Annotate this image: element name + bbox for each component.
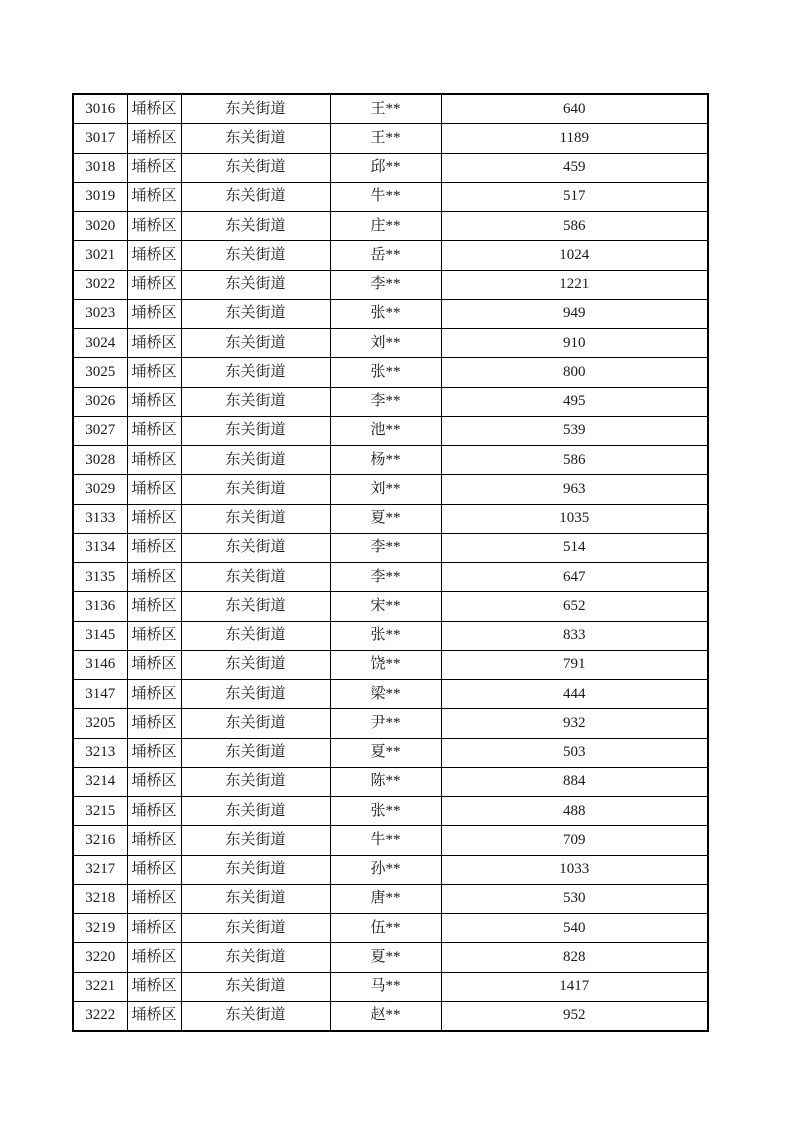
street-cell: 东关街道 xyxy=(181,826,330,855)
value-cell: 1035 xyxy=(441,504,708,533)
name-cell: 梁** xyxy=(330,680,441,709)
table-row xyxy=(73,212,708,241)
table-row xyxy=(73,855,708,884)
table-row xyxy=(73,94,708,124)
street-cell: 东关街道 xyxy=(181,387,330,416)
serial-cell: 3135 xyxy=(73,563,127,592)
serial-cell: 3026 xyxy=(73,387,127,416)
name-cell: 王** xyxy=(330,124,441,153)
district-cell: 埇桥区 xyxy=(127,650,181,679)
value-cell: 910 xyxy=(441,329,708,358)
street-cell: 东关街道 xyxy=(181,270,330,299)
name-cell: 宋** xyxy=(330,592,441,621)
value-cell: 1024 xyxy=(441,241,708,270)
serial-cell: 3028 xyxy=(73,446,127,475)
value-cell: 586 xyxy=(441,212,708,241)
street-cell: 东关街道 xyxy=(181,884,330,913)
street-cell: 东关街道 xyxy=(181,182,330,211)
district-cell: 埇桥区 xyxy=(127,884,181,913)
table-row xyxy=(73,329,708,358)
district-cell: 埇桥区 xyxy=(127,358,181,387)
value-cell: 652 xyxy=(441,592,708,621)
serial-cell: 3219 xyxy=(73,914,127,943)
name-cell: 池** xyxy=(330,416,441,445)
serial-cell: 3205 xyxy=(73,709,127,738)
district-cell: 埇桥区 xyxy=(127,270,181,299)
district-cell: 埇桥区 xyxy=(127,387,181,416)
name-cell: 刘** xyxy=(330,329,441,358)
name-cell: 杨** xyxy=(330,446,441,475)
value-cell: 444 xyxy=(441,680,708,709)
name-cell: 赵** xyxy=(330,1001,441,1031)
table-row xyxy=(73,1001,708,1031)
district-cell: 埇桥区 xyxy=(127,182,181,211)
table-row xyxy=(73,826,708,855)
district-cell: 埇桥区 xyxy=(127,533,181,562)
street-cell: 东关街道 xyxy=(181,972,330,1001)
table-row xyxy=(73,475,708,504)
value-cell: 540 xyxy=(441,914,708,943)
street-cell: 东关街道 xyxy=(181,94,330,124)
name-cell: 刘** xyxy=(330,475,441,504)
street-cell: 东关街道 xyxy=(181,212,330,241)
name-cell: 张** xyxy=(330,299,441,328)
district-cell: 埇桥区 xyxy=(127,855,181,884)
serial-cell: 3217 xyxy=(73,855,127,884)
district-cell: 埇桥区 xyxy=(127,446,181,475)
table-row xyxy=(73,153,708,182)
name-cell: 夏** xyxy=(330,738,441,767)
table-row xyxy=(73,387,708,416)
district-cell: 埇桥区 xyxy=(127,767,181,796)
table-row xyxy=(73,504,708,533)
name-cell: 牛** xyxy=(330,182,441,211)
value-cell: 949 xyxy=(441,299,708,328)
district-cell: 埇桥区 xyxy=(127,504,181,533)
name-cell: 饶** xyxy=(330,650,441,679)
serial-cell: 3218 xyxy=(73,884,127,913)
street-cell: 东关街道 xyxy=(181,504,330,533)
value-cell: 517 xyxy=(441,182,708,211)
district-cell: 埇桥区 xyxy=(127,563,181,592)
serial-cell: 3029 xyxy=(73,475,127,504)
serial-cell: 3213 xyxy=(73,738,127,767)
name-cell: 唐** xyxy=(330,884,441,913)
value-cell: 932 xyxy=(441,709,708,738)
serial-cell: 3016 xyxy=(73,94,127,124)
name-cell: 李** xyxy=(330,270,441,299)
serial-cell: 3214 xyxy=(73,767,127,796)
street-cell: 东关街道 xyxy=(181,563,330,592)
serial-cell: 3021 xyxy=(73,241,127,270)
district-cell: 埇桥区 xyxy=(127,94,181,124)
name-cell: 李** xyxy=(330,563,441,592)
street-cell: 东关街道 xyxy=(181,358,330,387)
value-cell: 963 xyxy=(441,475,708,504)
value-cell: 459 xyxy=(441,153,708,182)
district-cell: 埇桥区 xyxy=(127,972,181,1001)
street-cell: 东关街道 xyxy=(181,680,330,709)
street-cell: 东关街道 xyxy=(181,329,330,358)
name-cell: 夏** xyxy=(330,504,441,533)
value-cell: 640 xyxy=(441,94,708,124)
name-cell: 牛** xyxy=(330,826,441,855)
name-cell: 张** xyxy=(330,797,441,826)
serial-cell: 3027 xyxy=(73,416,127,445)
name-cell: 夏** xyxy=(330,943,441,972)
table-row xyxy=(73,884,708,913)
name-cell: 李** xyxy=(330,387,441,416)
serial-cell: 3147 xyxy=(73,680,127,709)
street-cell: 东关街道 xyxy=(181,592,330,621)
records-table-body xyxy=(73,94,708,1031)
value-cell: 1033 xyxy=(441,855,708,884)
name-cell: 张** xyxy=(330,621,441,650)
value-cell: 1189 xyxy=(441,124,708,153)
serial-cell: 3134 xyxy=(73,533,127,562)
table-row xyxy=(73,182,708,211)
value-cell: 709 xyxy=(441,826,708,855)
district-cell: 埇桥区 xyxy=(127,914,181,943)
district-cell: 埇桥区 xyxy=(127,124,181,153)
name-cell: 张** xyxy=(330,358,441,387)
name-cell: 孙** xyxy=(330,855,441,884)
street-cell: 东关街道 xyxy=(181,621,330,650)
table-row xyxy=(73,533,708,562)
name-cell: 庄** xyxy=(330,212,441,241)
value-cell: 952 xyxy=(441,1001,708,1031)
name-cell: 岳** xyxy=(330,241,441,270)
name-cell: 马** xyxy=(330,972,441,1001)
table-row xyxy=(73,650,708,679)
table-row xyxy=(73,738,708,767)
value-cell: 1221 xyxy=(441,270,708,299)
table-row xyxy=(73,621,708,650)
street-cell: 东关街道 xyxy=(181,241,330,270)
serial-cell: 3221 xyxy=(73,972,127,1001)
records-table xyxy=(72,93,709,1032)
name-cell: 伍** xyxy=(330,914,441,943)
table-row xyxy=(73,241,708,270)
serial-cell: 3023 xyxy=(73,299,127,328)
name-cell: 李** xyxy=(330,533,441,562)
district-cell: 埇桥区 xyxy=(127,709,181,738)
value-cell: 828 xyxy=(441,943,708,972)
serial-cell: 3133 xyxy=(73,504,127,533)
name-cell: 王** xyxy=(330,94,441,124)
value-cell: 884 xyxy=(441,767,708,796)
district-cell: 埇桥区 xyxy=(127,416,181,445)
street-cell: 东关街道 xyxy=(181,1001,330,1031)
value-cell: 1417 xyxy=(441,972,708,1001)
value-cell: 530 xyxy=(441,884,708,913)
street-cell: 东关街道 xyxy=(181,738,330,767)
serial-cell: 3017 xyxy=(73,124,127,153)
street-cell: 东关街道 xyxy=(181,153,330,182)
street-cell: 东关街道 xyxy=(181,767,330,796)
name-cell: 陈** xyxy=(330,767,441,796)
table-row xyxy=(73,446,708,475)
value-cell: 791 xyxy=(441,650,708,679)
street-cell: 东关街道 xyxy=(181,943,330,972)
serial-cell: 3024 xyxy=(73,329,127,358)
value-cell: 503 xyxy=(441,738,708,767)
serial-cell: 3019 xyxy=(73,182,127,211)
district-cell: 埇桥区 xyxy=(127,592,181,621)
street-cell: 东关街道 xyxy=(181,475,330,504)
name-cell: 邱** xyxy=(330,153,441,182)
district-cell: 埇桥区 xyxy=(127,1001,181,1031)
district-cell: 埇桥区 xyxy=(127,680,181,709)
street-cell: 东关街道 xyxy=(181,299,330,328)
street-cell: 东关街道 xyxy=(181,797,330,826)
table-row xyxy=(73,299,708,328)
district-cell: 埇桥区 xyxy=(127,797,181,826)
street-cell: 东关街道 xyxy=(181,650,330,679)
table-row xyxy=(73,943,708,972)
value-cell: 488 xyxy=(441,797,708,826)
table-row xyxy=(73,270,708,299)
serial-cell: 3022 xyxy=(73,270,127,299)
serial-cell: 3146 xyxy=(73,650,127,679)
district-cell: 埇桥区 xyxy=(127,943,181,972)
value-cell: 539 xyxy=(441,416,708,445)
street-cell: 东关街道 xyxy=(181,709,330,738)
value-cell: 800 xyxy=(441,358,708,387)
table-row xyxy=(73,680,708,709)
table-row xyxy=(73,972,708,1001)
street-cell: 东关街道 xyxy=(181,124,330,153)
street-cell: 东关街道 xyxy=(181,855,330,884)
district-cell: 埇桥区 xyxy=(127,826,181,855)
table-row xyxy=(73,358,708,387)
serial-cell: 3025 xyxy=(73,358,127,387)
serial-cell: 3018 xyxy=(73,153,127,182)
value-cell: 514 xyxy=(441,533,708,562)
value-cell: 495 xyxy=(441,387,708,416)
district-cell: 埇桥区 xyxy=(127,153,181,182)
table-row xyxy=(73,709,708,738)
serial-cell: 3220 xyxy=(73,943,127,972)
table-row xyxy=(73,767,708,796)
table-row xyxy=(73,416,708,445)
table-row xyxy=(73,563,708,592)
street-cell: 东关街道 xyxy=(181,914,330,943)
district-cell: 埇桥区 xyxy=(127,475,181,504)
value-cell: 647 xyxy=(441,563,708,592)
table-row xyxy=(73,592,708,621)
table-row xyxy=(73,124,708,153)
value-cell: 586 xyxy=(441,446,708,475)
district-cell: 埇桥区 xyxy=(127,241,181,270)
serial-cell: 3136 xyxy=(73,592,127,621)
serial-cell: 3222 xyxy=(73,1001,127,1031)
street-cell: 东关街道 xyxy=(181,533,330,562)
street-cell: 东关街道 xyxy=(181,446,330,475)
district-cell: 埇桥区 xyxy=(127,329,181,358)
district-cell: 埇桥区 xyxy=(127,621,181,650)
district-cell: 埇桥区 xyxy=(127,299,181,328)
table-row xyxy=(73,797,708,826)
table-row xyxy=(73,914,708,943)
street-cell: 东关街道 xyxy=(181,416,330,445)
serial-cell: 3216 xyxy=(73,826,127,855)
name-cell: 尹** xyxy=(330,709,441,738)
district-cell: 埇桥区 xyxy=(127,738,181,767)
serial-cell: 3215 xyxy=(73,797,127,826)
value-cell: 833 xyxy=(441,621,708,650)
serial-cell: 3020 xyxy=(73,212,127,241)
district-cell: 埇桥区 xyxy=(127,212,181,241)
serial-cell: 3145 xyxy=(73,621,127,650)
